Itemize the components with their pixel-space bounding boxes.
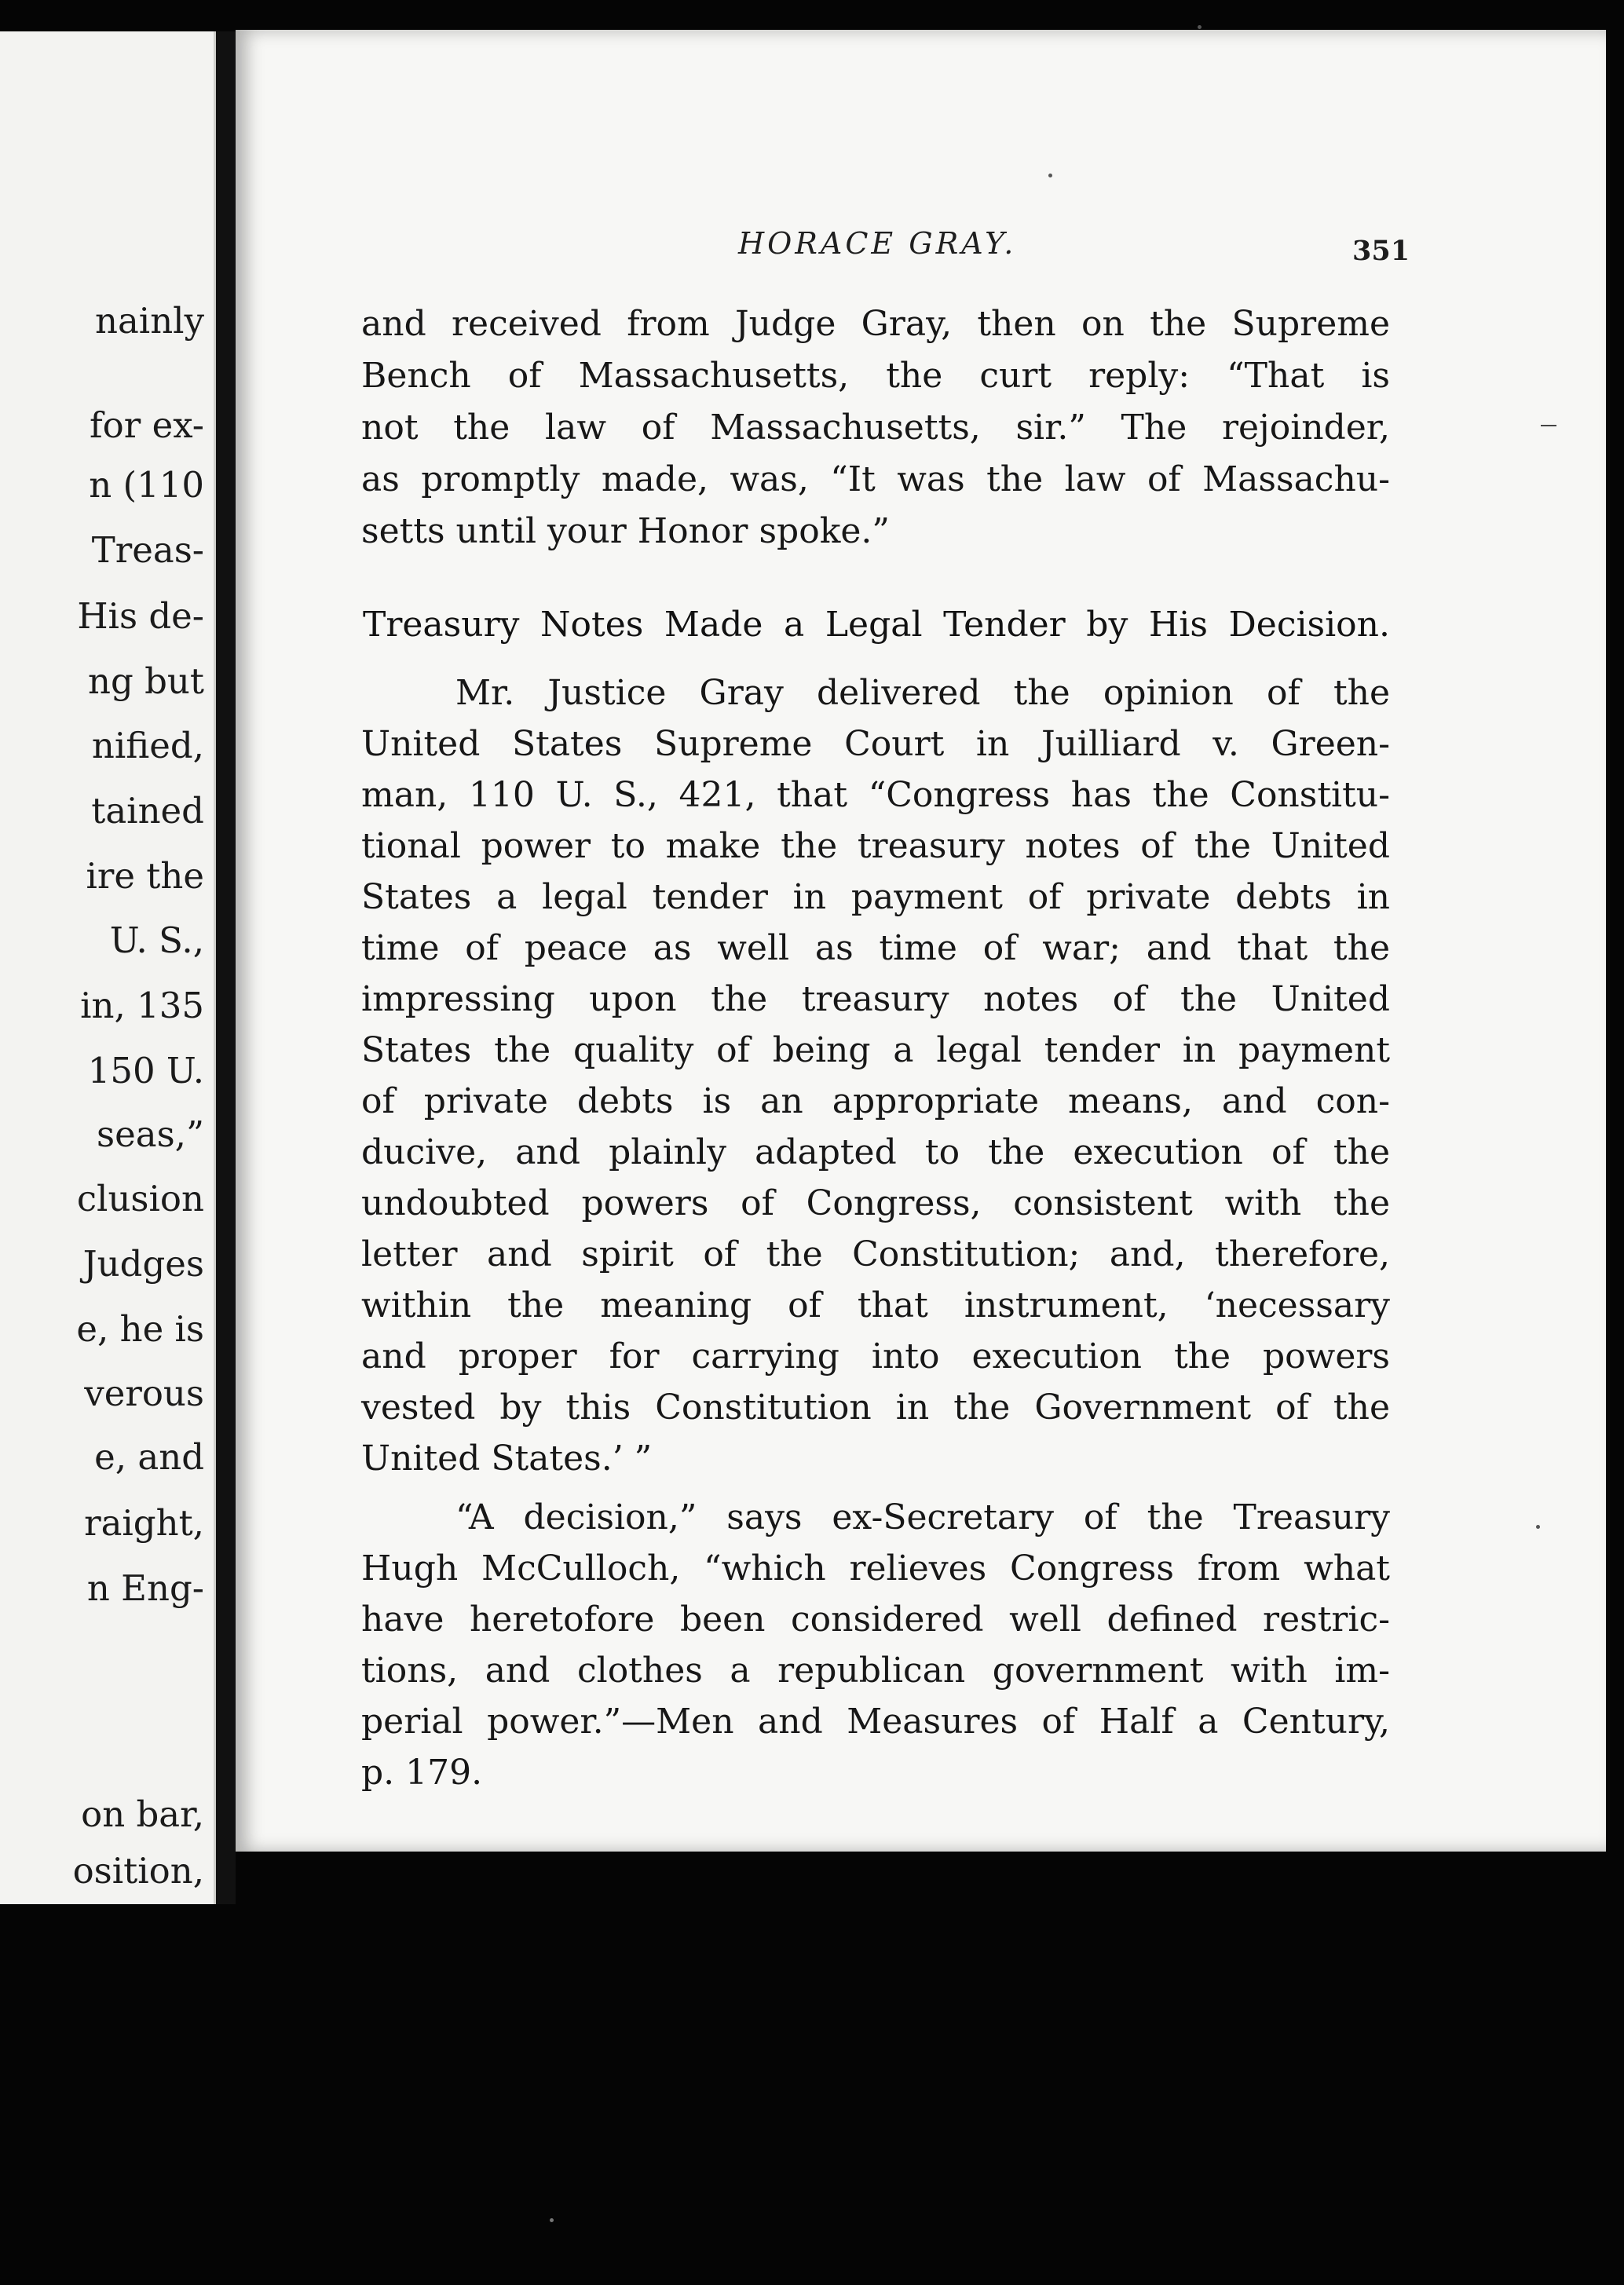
running-head: HORACE GRAY. bbox=[738, 226, 1017, 261]
left-page-line: n Eng- bbox=[86, 1567, 204, 1609]
left-page-line: raight, bbox=[84, 1502, 204, 1544]
left-page-line: ire the bbox=[86, 855, 204, 897]
left-page-line: in, 135 bbox=[80, 985, 204, 1026]
paragraph-line: not the law of Massachusetts, sir.” The rejoinder, bbox=[361, 408, 1390, 448]
paragraph-line: letter and spirit of the Constitution; and, therefore, bbox=[361, 1234, 1390, 1274]
book-gutter bbox=[216, 31, 236, 1904]
paragraph-line: undoubted powers of Congress, consistent with the bbox=[361, 1183, 1390, 1223]
paragraph-line: tions, and clothes a republican government with im- bbox=[361, 1651, 1390, 1691]
paragraph-line: “A decision,” says ex-Secretary of the Treasury bbox=[455, 1497, 1390, 1537]
left-page-line: nainly bbox=[95, 300, 204, 342]
left-page-line: verous bbox=[84, 1373, 204, 1414]
paragraph-line: setts until your Honor spoke.” bbox=[361, 511, 890, 551]
left-page-line: e, and bbox=[94, 1436, 204, 1478]
paragraph-line: United States.’ ” bbox=[361, 1439, 653, 1479]
paragraph-line: have heretofore been considered well defined restric- bbox=[361, 1600, 1390, 1640]
left-page-line: clusion bbox=[76, 1178, 204, 1219]
left-page-line: for ex- bbox=[90, 404, 204, 446]
scan-mark bbox=[1541, 425, 1556, 426]
paragraph-line: time of peace as well as time of war; and that the bbox=[361, 928, 1390, 968]
paragraph-line: of private debts is an appropriate means, and con- bbox=[361, 1081, 1390, 1121]
paragraph-line: p. 179. bbox=[361, 1753, 483, 1793]
page-number: 351 bbox=[1352, 235, 1410, 267]
paragraph-line: impressing upon the treasury notes of the United bbox=[361, 979, 1390, 1019]
left-page-line: osition, bbox=[72, 1850, 204, 1892]
paragraph-line: Hugh McCulloch, “which relieves Congress from what bbox=[361, 1548, 1390, 1589]
paragraph-line: States a legal tender in payment of private debts in bbox=[361, 877, 1390, 917]
left-page-line: e, he is bbox=[76, 1308, 204, 1350]
left-page-line: n (110 bbox=[89, 464, 204, 506]
paragraph-line: perial power.”—Men and Measures of Half a Century, bbox=[361, 1702, 1390, 1742]
paragraph-line: tional power to make the treasury notes of the United bbox=[361, 826, 1390, 866]
paragraph-line: and received from Judge Gray, then on the Supreme bbox=[361, 304, 1390, 344]
left-page-line: 150 U. bbox=[87, 1050, 204, 1091]
paragraph-line: as promptly made, was, “It was the law of Massachu- bbox=[361, 459, 1390, 499]
left-page-line: ng but bbox=[88, 660, 204, 702]
scan-speck bbox=[1198, 25, 1202, 29]
left-page-line: Treas- bbox=[91, 529, 204, 571]
left-page-line: nified, bbox=[91, 725, 204, 766]
left-page-line: tained bbox=[91, 790, 204, 832]
paragraph-line: Mr. Justice Gray delivered the opinion of the bbox=[455, 673, 1390, 713]
paragraph-line: man, 110 U. S., 421, that “Congress has the Constitu- bbox=[361, 775, 1390, 815]
paragraph-line: ducive, and plainly adapted to the execution of the bbox=[361, 1132, 1390, 1172]
left-page-line: on bar, bbox=[81, 1793, 204, 1835]
scan-speck bbox=[1536, 1525, 1540, 1529]
paragraph-line: vested by this Constitution in the Government of the bbox=[361, 1387, 1390, 1428]
left-page-line: seas,” bbox=[97, 1113, 204, 1155]
left-page-line: His de- bbox=[77, 595, 204, 637]
paragraph-line: Bench of Massachusetts, the curt reply: “That is bbox=[361, 356, 1390, 396]
paragraph-line: and proper for carrying into execution the powers bbox=[361, 1336, 1390, 1376]
paragraph-line: within the meaning of that instrument, ‘necessary bbox=[361, 1285, 1390, 1325]
left-page-line: U. S., bbox=[109, 919, 204, 961]
paragraph-line: United States Supreme Court in Juilliard v. Green- bbox=[361, 724, 1390, 764]
section-heading: Treasury Notes Made a Legal Tender by His Decision. bbox=[363, 605, 1390, 645]
scan-speck bbox=[550, 2218, 554, 2222]
left-page-line: Judges bbox=[82, 1243, 204, 1285]
left-facing-page bbox=[0, 31, 216, 1904]
paragraph-line: States the quality of being a legal tender in payment bbox=[361, 1030, 1390, 1070]
scan-speck bbox=[1048, 174, 1052, 177]
